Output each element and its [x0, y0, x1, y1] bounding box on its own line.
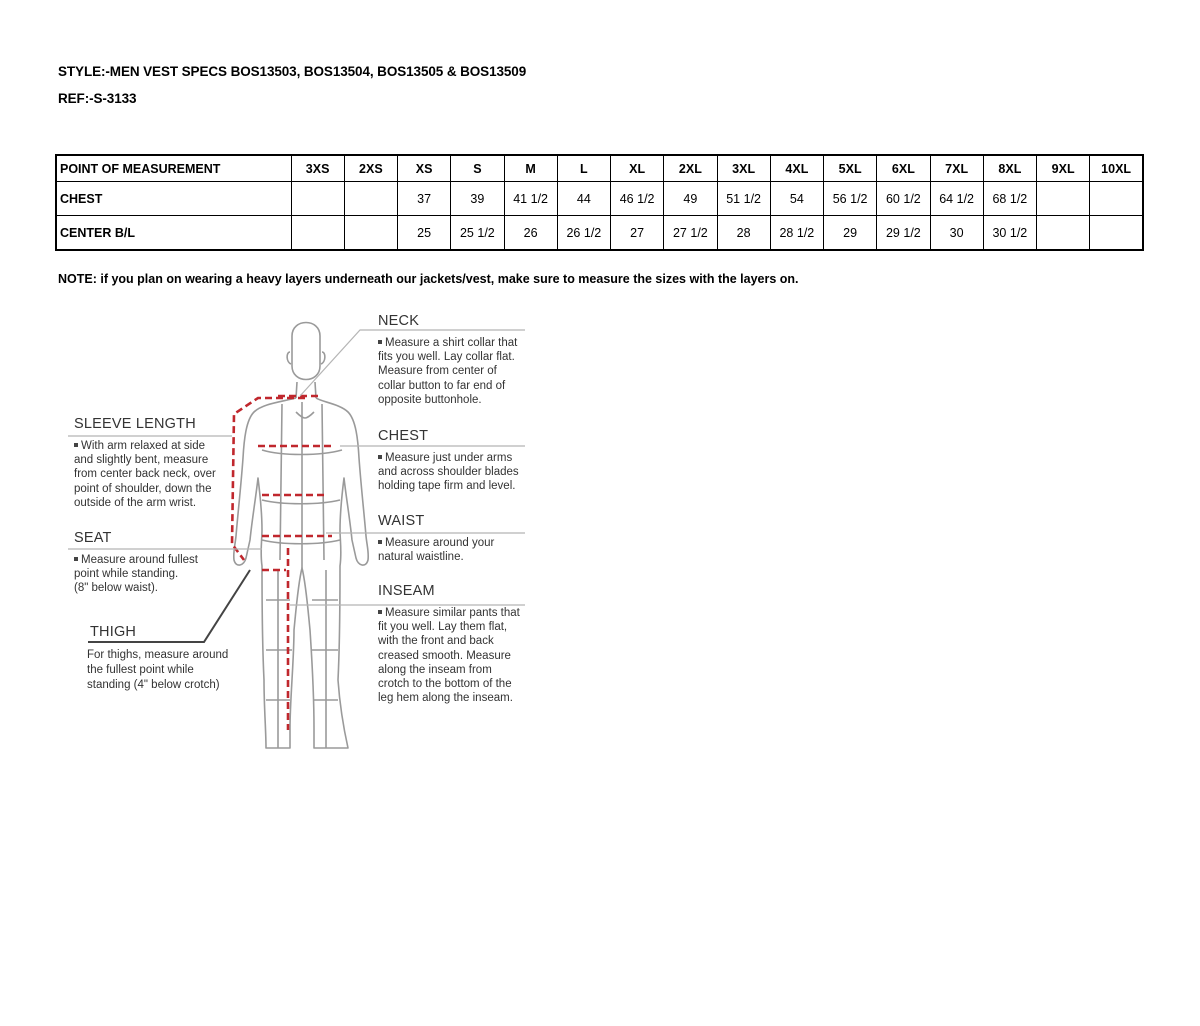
table-cell: 68 1/2 — [983, 182, 1036, 216]
row-label: CENTER B/L — [56, 216, 291, 251]
chest-title: CHEST — [378, 428, 429, 444]
column-header: 4XL — [770, 155, 823, 182]
guide-line: With arm relaxed at side — [81, 440, 205, 452]
table-cell: 26 — [504, 216, 557, 251]
bullet-icon — [378, 610, 382, 614]
table-cell: 25 1/2 — [451, 216, 504, 251]
table-cell: 49 — [664, 182, 717, 216]
column-header: XL — [611, 155, 664, 182]
column-header: 8XL — [983, 155, 1036, 182]
guide-line: creased smooth. Measure — [378, 649, 511, 662]
column-header: 3XS — [291, 155, 344, 182]
table-cell: 56 1/2 — [824, 182, 877, 216]
guide-line: fits you well. Lay collar flat. — [378, 351, 515, 364]
chest-guide — [378, 428, 519, 494]
table-cell: 29 1/2 — [877, 216, 930, 251]
table-cell: 60 1/2 — [877, 182, 930, 216]
table-cell: 64 1/2 — [930, 182, 983, 216]
column-header: 9XL — [1037, 155, 1090, 182]
guide-line: standing (4" below crotch) — [87, 679, 220, 691]
column-header: 3XL — [717, 155, 770, 182]
inseam-title: INSEAM — [378, 583, 435, 599]
guide-line: from center back neck, over — [74, 468, 216, 481]
guide-line: Measure around your — [385, 537, 495, 549]
guide-line: and across shoulder blades — [378, 466, 519, 479]
guide-line: For thighs, measure around — [87, 649, 229, 661]
column-header: 7XL — [930, 155, 983, 182]
style-heading: STYLE:-MEN VEST SPECS BOS13503, BOS13504, BOS13505 & BOS13509 — [58, 64, 527, 79]
seat-guide — [74, 530, 198, 596]
bullet-icon — [378, 540, 382, 544]
guide-line: Measure similar pants that — [385, 607, 520, 619]
guide-line: collar button to far end of — [378, 379, 506, 392]
column-header: S — [451, 155, 504, 182]
inseam-guide — [378, 583, 520, 705]
table-cell: 46 1/2 — [611, 182, 664, 216]
table-cell: 26 1/2 — [557, 216, 610, 251]
guide-line: the fullest point while — [87, 664, 194, 676]
guide-line: (8" below waist). — [74, 582, 158, 595]
column-header: POINT OF MEASUREMENT — [56, 155, 291, 182]
layering-note: NOTE: if you plan on wearing a heavy layers underneath our jackets/vest, make sure to measure the sizes with the layers on. — [58, 272, 799, 286]
guide-line: opposite buttonhole. — [378, 393, 482, 406]
thigh-title: THIGH — [90, 624, 137, 640]
row-label: CHEST — [56, 182, 291, 216]
measurement-lines — [232, 396, 332, 730]
column-header: 10XL — [1090, 155, 1143, 182]
column-header: 6XL — [877, 155, 930, 182]
guide-line: Measure around fullest — [81, 554, 198, 566]
column-header: XS — [398, 155, 451, 182]
table-cell: 44 — [557, 182, 610, 216]
column-header: 5XL — [824, 155, 877, 182]
guide-line: point of shoulder, down the — [74, 482, 212, 495]
waist-guide — [378, 513, 494, 564]
guide-line: Measure just under arms — [385, 452, 513, 464]
guide-line: Measure a shirt collar that — [385, 337, 518, 349]
table-cell: 54 — [770, 182, 823, 216]
table-cell: 39 — [451, 182, 504, 216]
table-cell: 51 1/2 — [717, 182, 770, 216]
thigh-guide — [87, 624, 229, 693]
bullet-icon — [378, 340, 382, 344]
table-cell: 25 — [398, 216, 451, 251]
table-cell: 41 1/2 — [504, 182, 557, 216]
table-cell: 30 — [930, 216, 983, 251]
waist-title: WAIST — [378, 513, 425, 529]
guide-line: holding tape firm and level. — [378, 480, 516, 493]
guide-line: point while standing. — [74, 568, 179, 581]
guide-line: fit you well. Lay them flat, — [378, 621, 508, 634]
neck-title: NECK — [378, 313, 420, 329]
column-header: M — [504, 155, 557, 182]
guide-line: leg hem along the inseam. — [378, 692, 513, 705]
table-cell: 27 1/2 — [664, 216, 717, 251]
seat-title: SEAT — [74, 530, 112, 546]
guide-line: natural waistline. — [378, 551, 464, 564]
bullet-icon — [74, 557, 78, 561]
guide-line: Measure from center of — [378, 365, 497, 378]
bullet-icon — [74, 443, 78, 447]
column-header: 2XL — [664, 155, 717, 182]
table-cell: 29 — [824, 216, 877, 251]
table-cell: 28 1/2 — [770, 216, 823, 251]
table-cell: 37 — [398, 182, 451, 216]
guide-line: outside of the arm wrist. — [74, 496, 197, 509]
sleeve-length-title: SLEEVE LENGTH — [74, 416, 196, 432]
guide-line: crotch to the bottom of the — [378, 678, 512, 691]
table-cell: 30 1/2 — [983, 216, 1036, 251]
table-cell: 27 — [611, 216, 664, 251]
sleeve-length-guide — [74, 416, 216, 510]
bullet-icon — [378, 455, 382, 459]
guide-line: and slightly bent, measure — [74, 454, 209, 467]
column-header: L — [557, 155, 610, 182]
ref-heading: REF:-S-3133 — [58, 91, 137, 106]
column-header: 2XS — [344, 155, 397, 182]
neck-guide — [378, 313, 517, 407]
guide-line: with the front and back — [378, 635, 494, 648]
table-cell: 28 — [717, 216, 770, 251]
guide-line: along the inseam from — [378, 663, 492, 676]
